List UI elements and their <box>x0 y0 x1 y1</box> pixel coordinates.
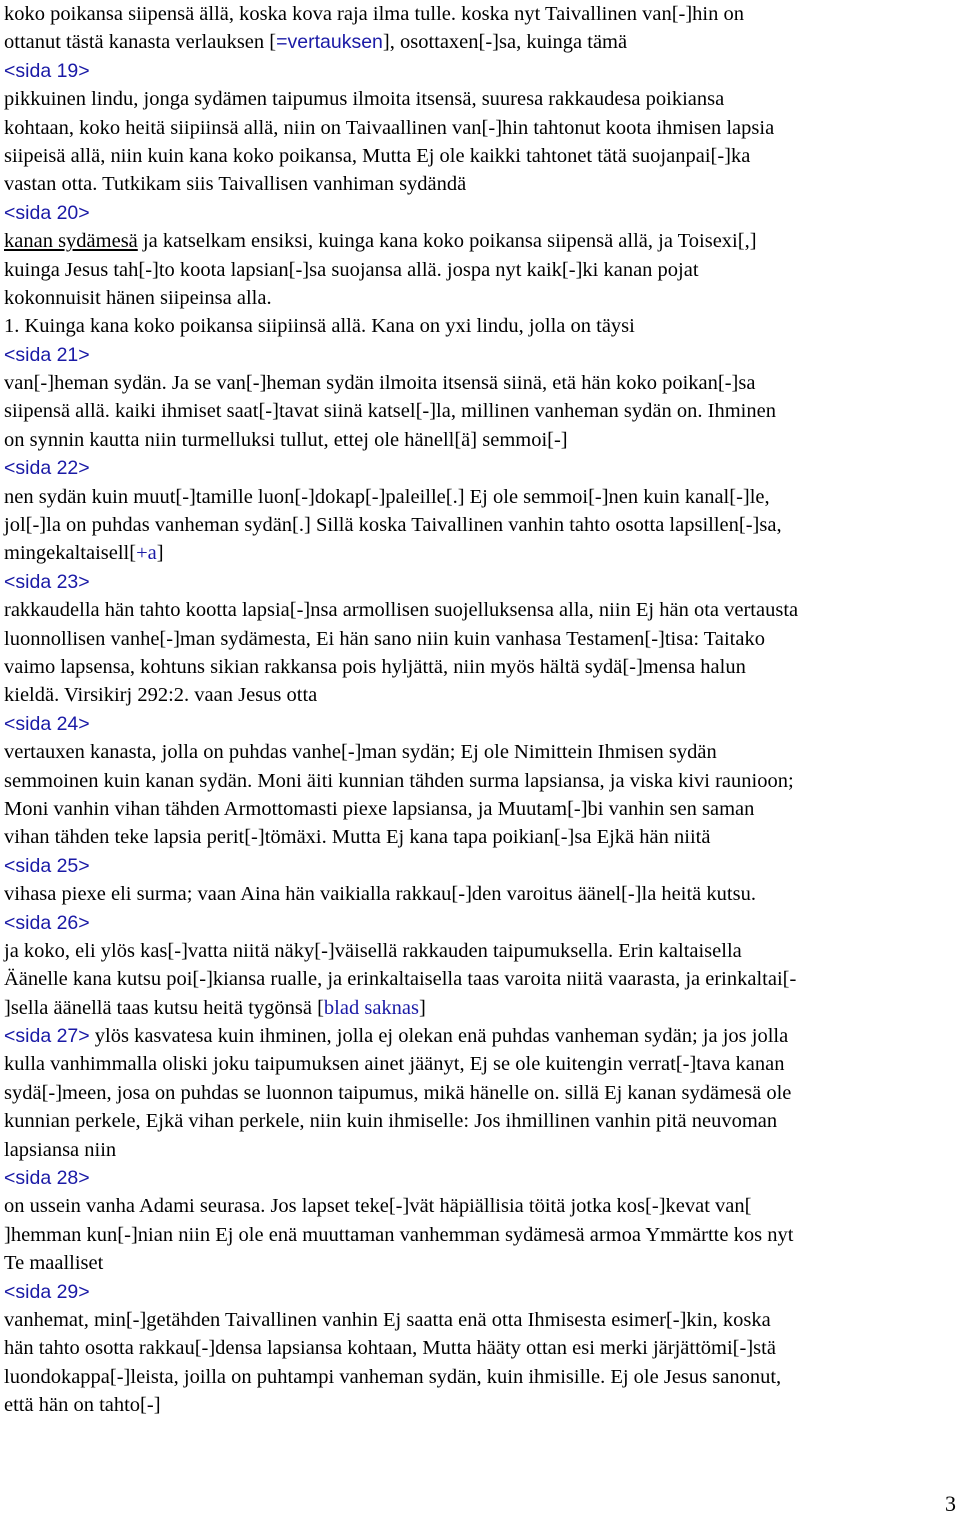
line-text: vaimo lapsensa, kohtuns sikian rakkansa pois hyljättä, niin myös hältä sydä[-]mensa halun <box>4 655 746 678</box>
line-text: kokonnuisit hänen siipeinsa alla. <box>4 286 272 309</box>
text-line <box>4 539 960 567</box>
page-marker: <sida 25> <box>4 854 90 877</box>
line-text: vertauxen kanasta, jolla on puhdas vanhe[-]man sydän; Ej ole Nimittein Ihmisen sydän <box>4 741 717 764</box>
text-line <box>4 852 960 880</box>
line-text: ylös kasvatesa kuin ihminen, jolla ej olekan enä puhdas vanheman sydän; ja jos jolla <box>89 1025 789 1048</box>
document-body <box>4 0 960 1420</box>
text-line <box>4 454 960 482</box>
text-line <box>4 483 960 511</box>
text-line <box>4 880 960 908</box>
line-text: on ussein vanha Adami seurasa. Jos lapset teke[-]vät häpiällisia töitä jotka kos[-]kevat van[ <box>4 1195 752 1218</box>
line-text: vihan tähden teke lapsia perit[-]tömäxi. Mutta Ej kana tapa poikian[-]sa Ejkä hän niitä <box>4 826 711 849</box>
text-line <box>4 823 960 851</box>
line-text: mingekaltaisell[ <box>4 542 137 565</box>
line-text: ja katselkam ensiksi, kuinga kana koko poikansa siipensä allä, ja Toisexi[,] <box>137 230 757 253</box>
text-line <box>4 909 960 937</box>
line-text: kieldä. Virsikirj 292:2. vaan Jesus otta <box>4 684 318 707</box>
line-text: semmoinen kuin kanan sydän. Moni äiti kunnian tähden surma lapsiansa, ja viska kivi raunioon; <box>4 769 794 792</box>
text-line <box>4 397 960 425</box>
text-line <box>4 596 960 624</box>
text-line <box>4 1363 960 1391</box>
line-text: luonnollisen vanhe[-]man sydämesta, Ei hän sano niin kuin vanhasa Testamen[-]tisa: Taitako <box>4 627 765 650</box>
text-line <box>4 199 960 227</box>
line-text: Te maalliset <box>4 1252 104 1275</box>
line-text: kunnian perkele, Ejkä vihan perkele, niin kuin ihmiselle: Jos ihmillinen vanhin pitä neuvoman <box>4 1110 778 1133</box>
text-line <box>4 341 960 369</box>
line-text: ja koko, eli ylös kas[-]vatta niitä näky[-]väisellä rakkauden taipumuksella. Erin kaltaisella <box>4 939 742 962</box>
line-text: ], osottaxen[-]sa, kuinga tämä <box>382 31 628 54</box>
text-line <box>4 568 960 596</box>
page-marker: <sida 28> <box>4 1167 90 1190</box>
line-text: sydä[-]meen, josa on puhdas se luonnon taipumus, mikä hänelle on. sillä Ej kanan sydämesä ole <box>4 1081 792 1104</box>
page-number: 3 <box>945 1491 956 1516</box>
text-line <box>4 1249 960 1277</box>
page-marker: <sida 22> <box>4 457 90 480</box>
page-marker: <sida 19> <box>4 59 90 82</box>
page-marker: <sida 20> <box>4 201 90 224</box>
text-line <box>4 1306 960 1334</box>
text-line <box>4 767 960 795</box>
line-text: Äänelle kana kutsu poi[-]kiansa rualle, ja erinkaltaisella taas varoita niitä vaarasta, ja erinkaltai[- <box>4 968 797 991</box>
text-line <box>4 1136 960 1164</box>
text-line <box>4 937 960 965</box>
line-text: siipeisä allä, niin kuin kana koko poikansa, Mutta Ej ole kaikki tahtonet tätä suojanpai[-]ka <box>4 144 751 167</box>
line-text: ottanut tästä kanasta verlauksen [ <box>4 31 277 54</box>
line-text: vanhemat, min[-]getähden Taivallinen vanhin Ej saatta enä otta Ihmisesta esimer[-]kin, koska <box>4 1308 771 1331</box>
line-text: hän tahto osotta rakkau[-]densa lapsiansa kohtaan, Mutta hääty ottan esi merki järjättömi[-]stä <box>4 1337 776 1360</box>
line-text: ] <box>419 996 426 1019</box>
text-line <box>4 312 960 340</box>
line-text: koko poikansa siipensä ällä, koska kova raja ilma tulle. koska nyt Taivallinen van[-]hin on <box>4 3 744 25</box>
line-text: rakkaudella hän tahto kootta lapsia[-]nsa armollisen suojelluksensa alla, niin Ej hän ota vertausta <box>4 599 799 622</box>
page-marker: <sida 29> <box>4 1280 90 1303</box>
line-text: lapsiansa niin <box>4 1138 117 1161</box>
line-text: pikkuinen lindu, jonga sydämen taipumus ilmoita itsensä, suuresa rakkaudesa poikiansa <box>4 88 725 111</box>
text-line <box>4 1334 960 1362</box>
text-line <box>4 142 960 170</box>
page-marker: <sida 26> <box>4 911 90 934</box>
text-line <box>4 511 960 539</box>
text-line <box>4 710 960 738</box>
line-text: on synnin kautta niin turmelluksi tullut, ettej ole hänell[ä] semmoi[-] <box>4 428 568 451</box>
underlined-text: kanan sydämesä <box>4 230 138 253</box>
text-line <box>4 284 960 312</box>
text-line <box>4 653 960 681</box>
text-line <box>4 625 960 653</box>
line-text: ]sella äänellä taas kutsu heitä tygönsä [ <box>4 996 324 1019</box>
text-line <box>4 0 960 28</box>
text-line <box>4 1164 960 1192</box>
line-text: jol[-]la on puhdas vanheman sydän[.] Sillä koska Taivallinen vanhin tahto osotta lapsillen[-]sa, <box>4 514 782 537</box>
text-line <box>4 1050 960 1078</box>
editorial-note: +a <box>136 542 157 565</box>
text-line <box>4 1278 960 1306</box>
text-line <box>4 1391 960 1419</box>
text-line <box>4 170 960 198</box>
line-text: kohtaan, koko heitä siipiinsä allä, niin on Taivaallinen van[-]hin tahtonut koota ihmisen lapsia <box>4 116 775 139</box>
text-line <box>4 965 960 993</box>
page-marker: <sida 21> <box>4 343 90 366</box>
line-text: van[-]heman sydän. Ja se van[-]heman sydän ilmoita itsensä siinä, etä hän koko poikan[-]sa <box>4 372 756 395</box>
text-line <box>4 1221 960 1249</box>
page-marker: <sida 24> <box>4 712 90 735</box>
page-marker: <sida 27> <box>4 1025 90 1048</box>
line-text: 1. Kuinga kana koko poikansa siipiinsä allä. Kana on yxi lindu, jolla on täysi <box>4 315 635 338</box>
line-text: vihasa piexe eli surma; vaan Aina hän vaikialla rakkau[-]den varoitus äänel[-]la heitä kutsu. <box>4 883 756 906</box>
text-line <box>4 256 960 284</box>
text-line <box>4 681 960 709</box>
text-line <box>4 227 960 255</box>
text-line <box>4 28 960 56</box>
line-text: että hän on tahto[-] <box>4 1394 161 1417</box>
line-text: luondokappa[-]leista, joilla on puhtampi vanheman sydän, kuin ihmisille. Ej ole Jesus sanonut, <box>4 1365 782 1388</box>
text-line <box>4 426 960 454</box>
line-text: siipensä allä. kaiki ihmiset saat[-]tavat siinä katsel[-]la, millinen vanheman sydän on. Ihminen <box>4 400 776 423</box>
text-line <box>4 1192 960 1220</box>
line-text: kulla vanhimmalla oliski joku taipumuksen ainet jäänyt, Ej se ole kuitengin verrat[-]tava kanan <box>4 1053 785 1076</box>
page-marker: <sida 23> <box>4 570 90 593</box>
text-line <box>4 1107 960 1135</box>
line-text: ] <box>156 542 164 565</box>
page-marker: =vertauksen <box>276 31 383 54</box>
text-line <box>4 114 960 142</box>
line-text: nen sydän kuin muut[-]tamille luon[-]dokap[-]paleille[.] Ej ole semmoi[-]nen kuin kanal[-]le, <box>4 485 770 508</box>
line-text: Moni vanhin vihan tähden Armottomasti piexe lapsiansa, ja Muutam[-]bi vanhin sen saman <box>4 797 755 820</box>
text-line <box>4 738 960 766</box>
line-text: kuinga Jesus tah[-]to koota lapsian[-]sa suojansa allä. jospa nyt kaik[-]ki kanan pojat <box>4 258 699 281</box>
text-line <box>4 1022 960 1050</box>
text-line <box>4 369 960 397</box>
text-line <box>4 994 960 1022</box>
text-line <box>4 85 960 113</box>
text-line <box>4 57 960 85</box>
text-line <box>4 795 960 823</box>
line-text: ]hemman kun[-]nian niin Ej ole enä muuttaman vanhemman sydämesä armoa Ymmärtte kos nyt <box>4 1223 794 1246</box>
editorial-note: blad saknas <box>323 996 419 1019</box>
line-text: vastan otta. Tutkikam siis Taivallisen vanhiman sydändä <box>4 173 467 196</box>
text-line <box>4 1079 960 1107</box>
